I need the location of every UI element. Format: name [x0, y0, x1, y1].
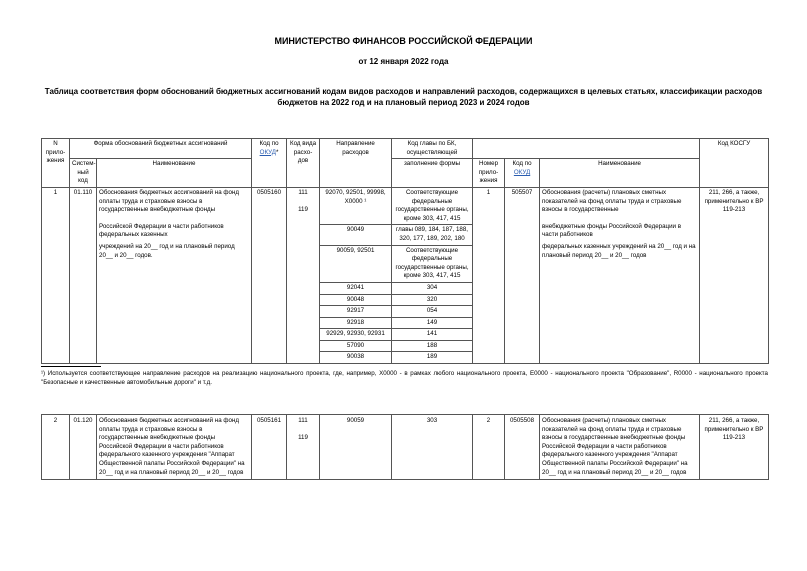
ministry-heading: МИНИСТЕРСТВО ФИНАНСОВ РОССИЙСКОЙ ФЕДЕРАЦИИ	[274, 36, 533, 46]
table-row	[42, 415, 769, 480]
op-gb: 189	[392, 352, 473, 364]
col-empty-group	[473, 139, 700, 159]
op-gb: 320	[392, 294, 473, 306]
row2-dir: 90059	[320, 415, 392, 480]
row1-name2: Обоснования (расчеты) плановых сметных показателей на фонд оплаты труда и страховые взносы в государственные внебюджетные фонды Российской Федерации в части работников федеральных казенных учреждений на 20__ год и на плановый период 20__ и 20__ годов	[540, 187, 700, 363]
op-dir: 92070, 92501, 99998, Х0000 ¹	[320, 187, 392, 224]
document-date: от 12 января 2022 года	[358, 57, 449, 66]
col-system-code: Систем-ный код	[70, 159, 97, 188]
op-dir: 92041	[320, 282, 392, 294]
op-dir: 90038	[320, 352, 392, 364]
col-app-number: Номер прило-жения	[473, 159, 505, 188]
row2-name: Обоснования бюджетных ассигнований на фонд оплаты труда и страховые взносы в государственные внебюджетные фонды Российской Федерации в части работников федерального казенного учреждения "Аппарат Общественной палаты Российской Федерации" на 20__ год и на плановый период 20__ и 20__ годов	[97, 415, 252, 480]
col-name2: Наименование	[540, 159, 700, 188]
op-gb: 141	[392, 329, 473, 341]
footnote	[41, 366, 768, 387]
col-fill-form: заполнение формы	[392, 159, 473, 188]
col-okud2: Код по ОКУД	[505, 159, 540, 188]
op-gb: главы 089, 184, 187, 188, 320, 177, 189, 202, 180	[392, 225, 473, 245]
op-dir: 90049	[320, 225, 392, 245]
row1-sys: 01.110	[70, 187, 97, 363]
op-gb: 149	[392, 317, 473, 329]
row2-name2: Обоснования (расчеты) плановых сметных показателей на фонд оплаты труда и страховые взносы в государственные внебюджетные фонды Российской Федерации в части работников федерального казенного учреждения "Аппарат Общественной палаты Российской Федерации" на 20__ год и на плановый период 20__ и 20__ годов	[540, 415, 700, 480]
row2-gb: 303	[392, 415, 473, 480]
row1-name: Обоснования бюджетных ассигнований на фонд оплаты труда и страховые взносы в государственные внебюджетные фонды Российской Федерации в части работников федеральных казенных учреждений на 20__ год и на плановый период 20__ и 20__ годов.	[97, 187, 252, 363]
row1-app: 1	[473, 187, 505, 363]
row2-kosgu: 211, 266, а также, применительно к ВР 119-213	[700, 415, 769, 480]
row2-okud2: 0505508	[505, 415, 540, 480]
op-gb: Соответствующие федеральные государственные органы, кроме 303, 417, 415	[392, 245, 473, 282]
row1-n: 1	[42, 187, 70, 363]
col-kvr: Код вида расхо-дов	[287, 139, 320, 188]
correspondence-table-continued	[41, 414, 769, 480]
footnote-text: ¹) Используется соответствующее направление расходов на реализацию национального проекта, где, например, Х0000 - в рамках любого национального проекта, Е0000 - национального проекта "Образование", R0000 - национального проекта "Безопасные и качественные автомобильные дороги" и т.д.	[41, 370, 768, 386]
col-form-group: Форма обоснований бюджетных ассигнований	[70, 139, 252, 159]
document-title: Таблица соответствия форм обоснований бюджетных ассигнований кодам видов расходов и направлений расходов, содержащихся в целевых статьях, классификации расходов бюджетов на 2022 год и на плановый период 2023 и 2024 годов	[44, 87, 763, 107]
header-row-1	[42, 139, 769, 159]
op-dir: 90059, 92501	[320, 245, 392, 282]
row2-n: 2	[42, 415, 70, 480]
okud-link[interactable]: ОКУД	[259, 148, 276, 156]
footnote-rule	[41, 366, 101, 367]
row2-app: 2	[473, 415, 505, 480]
row2-kvr: 111 119	[287, 415, 320, 480]
correspondence-table	[41, 138, 769, 364]
col-kosgu: Код КОСГУ	[700, 139, 769, 188]
col-direction: Направление расходов	[320, 139, 392, 188]
col-gb-code: Код главы по БК, осуществляющей	[392, 139, 473, 159]
row1-okud2: 505507	[505, 187, 540, 363]
row1-okud: 0505160	[252, 187, 287, 363]
op-dir: 92918	[320, 317, 392, 329]
op-dir: 92917	[320, 306, 392, 318]
op-gb: Соответствующие федеральные государственные органы, кроме 303, 417, 415	[392, 187, 473, 224]
row1-kosgu: 211, 266, а также, применительно к ВР 119-213	[700, 187, 769, 363]
op-gb: 054	[392, 306, 473, 318]
header-row-2	[42, 159, 769, 188]
col-name: Наименование	[97, 159, 252, 188]
op-gb: 304	[392, 282, 473, 294]
row1-kvr: 111 119	[287, 187, 320, 363]
op-dir: 57090	[320, 340, 392, 352]
table-row	[42, 187, 769, 224]
op-dir: 90048	[320, 294, 392, 306]
col-okud: Код по ОКУД*	[252, 139, 287, 188]
row2-sys: 01.120	[70, 415, 97, 480]
okud2-link[interactable]: ОКУД	[513, 168, 531, 176]
col-n-appendix: N прило-жения	[42, 139, 70, 188]
row2-okud: 0505161	[252, 415, 287, 480]
op-dir: 92929, 92930, 92931	[320, 329, 392, 341]
op-gb: 188	[392, 340, 473, 352]
